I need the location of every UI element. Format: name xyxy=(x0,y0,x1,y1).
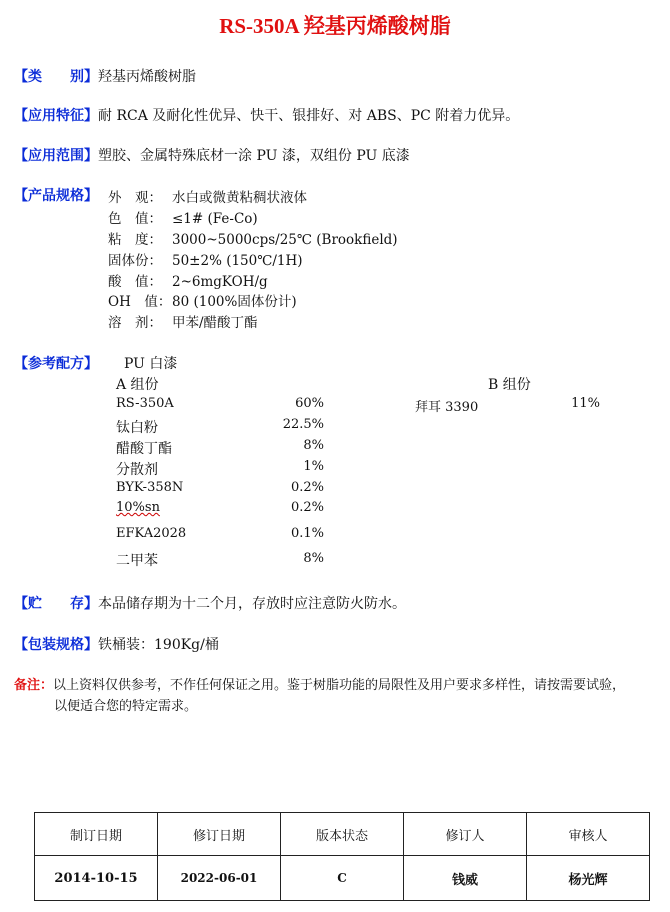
a-item-pct: 0.2% xyxy=(290,480,324,495)
header-reviser: 修订人 xyxy=(404,813,527,856)
formula-name: PU 白漆 xyxy=(124,356,178,372)
revised-date: 2022-06-01 xyxy=(158,856,281,901)
a-item-pct: 22.5% xyxy=(282,417,324,432)
scope-label: 应用范围 xyxy=(28,148,84,164)
section-specs-label: 【产品规格】 xyxy=(14,188,98,204)
remarks-line2: 以便适合您的特定需求。 xyxy=(54,699,198,714)
b-item-name: 拜耳 3390 xyxy=(415,400,479,415)
header-version: 版本状态 xyxy=(281,813,404,856)
revision-table xyxy=(34,812,650,901)
revision-value-row xyxy=(35,856,650,901)
section-category: 【类 别】羟基丙烯酸树脂 xyxy=(14,69,196,85)
features-label: 应用特征 xyxy=(28,108,84,124)
features-value: 耐 RCA 及耐化性优异、快干、银排好、对 ABS、PC 附着力优异。 xyxy=(98,108,520,124)
spec-row: 固体份： 50±2% (150℃/1H) xyxy=(108,253,303,269)
category-value: 羟基丙烯酸树脂 xyxy=(98,69,196,85)
spec-row: 色 值： ≤1# (Fe-Co) xyxy=(108,211,258,227)
spec-row: 粘 度： 3000~5000cps/25℃ (Brookfield) xyxy=(108,232,398,248)
a-item-name: 10%sn xyxy=(116,500,160,515)
spec-row: 溶 剂： 甲苯/醋酸丁酯 xyxy=(108,315,258,331)
packing-label: 包装规格 xyxy=(28,637,84,653)
spec-row: 酸 值： 2~6mgKOH/g xyxy=(108,274,268,290)
component-b-header: B 组份 xyxy=(488,377,531,393)
scope-value: 塑胶、金属特殊底材一涂 PU 漆，双组份 PU 底漆 xyxy=(98,148,410,164)
section-features: 【应用特征】耐 RCA 及耐化性优异、快干、银排好、对 ABS、PC 附着力优异。 xyxy=(14,108,520,124)
section-storage: 【贮 存】本品储存期为十二个月，存放时应注意防火防水。 xyxy=(14,596,406,612)
remarks-line1: 以上资料仅供参考，不作任何保证之用。鉴于树脂功能的局限性及用户要求多样性，请按需要试验， xyxy=(53,678,626,693)
a-item-name: 分散剂 xyxy=(116,462,158,478)
a-item-pct: 1% xyxy=(303,459,324,474)
a-item-pct: 8% xyxy=(303,438,324,453)
reviser: 钱威 xyxy=(404,856,527,901)
a-item-name: 二甲苯 xyxy=(116,553,158,569)
a-item-name: RS-350A xyxy=(116,396,174,411)
remarks xyxy=(14,675,664,717)
revision-header-row xyxy=(35,813,650,856)
spec-row: OH 值：80 (100%固体份计) xyxy=(108,294,297,310)
section-formula: 【参考配方】 xyxy=(14,356,98,372)
remarks-label: 备注： xyxy=(14,678,54,693)
section-scope: 【应用范围】塑胶、金属特殊底材一涂 PU 漆，双组份 PU 底漆 xyxy=(14,148,410,164)
header-approver: 审核人 xyxy=(527,813,650,856)
header-revised-date: 修订日期 xyxy=(158,813,281,856)
version: C xyxy=(281,856,404,901)
a-item-pct: 8% xyxy=(303,551,324,566)
b-item-pct: 11% xyxy=(571,396,600,411)
formula-label: 参考配方 xyxy=(28,356,84,372)
a-item-pct: 60% xyxy=(295,396,324,411)
packing-value: 铁桶装：190Kg/桶 xyxy=(98,637,219,653)
section-packing: 【包装规格】铁桶装：190Kg/桶 xyxy=(14,637,219,653)
spec-row: 外 观： 水白或微黄粘稠状液体 xyxy=(108,190,307,206)
approver: 杨光辉 xyxy=(527,856,650,901)
category-label: 类 别 xyxy=(28,69,84,85)
specs-label: 产品规格 xyxy=(28,188,84,204)
a-item-pct: 0.1% xyxy=(290,526,324,541)
storage-label: 贮 存 xyxy=(28,596,84,612)
a-item-name: 钛白粉 xyxy=(116,420,158,436)
storage-value: 本品储存期为十二个月，存放时应注意防火防水。 xyxy=(98,596,406,612)
a-item-name: EFKA2028 xyxy=(116,526,187,541)
a-item-pct: 0.2% xyxy=(290,500,324,515)
page-title: RS-350A 羟基丙烯酸树脂 xyxy=(219,14,451,38)
created-date: 2014-10-15 xyxy=(35,856,158,901)
header-created-date: 制订日期 xyxy=(35,813,158,856)
component-a-header: A 组份 xyxy=(116,377,159,393)
a-item-name: 醋酸丁酯 xyxy=(116,441,172,457)
a-item-name: BYK-358N xyxy=(116,480,184,495)
